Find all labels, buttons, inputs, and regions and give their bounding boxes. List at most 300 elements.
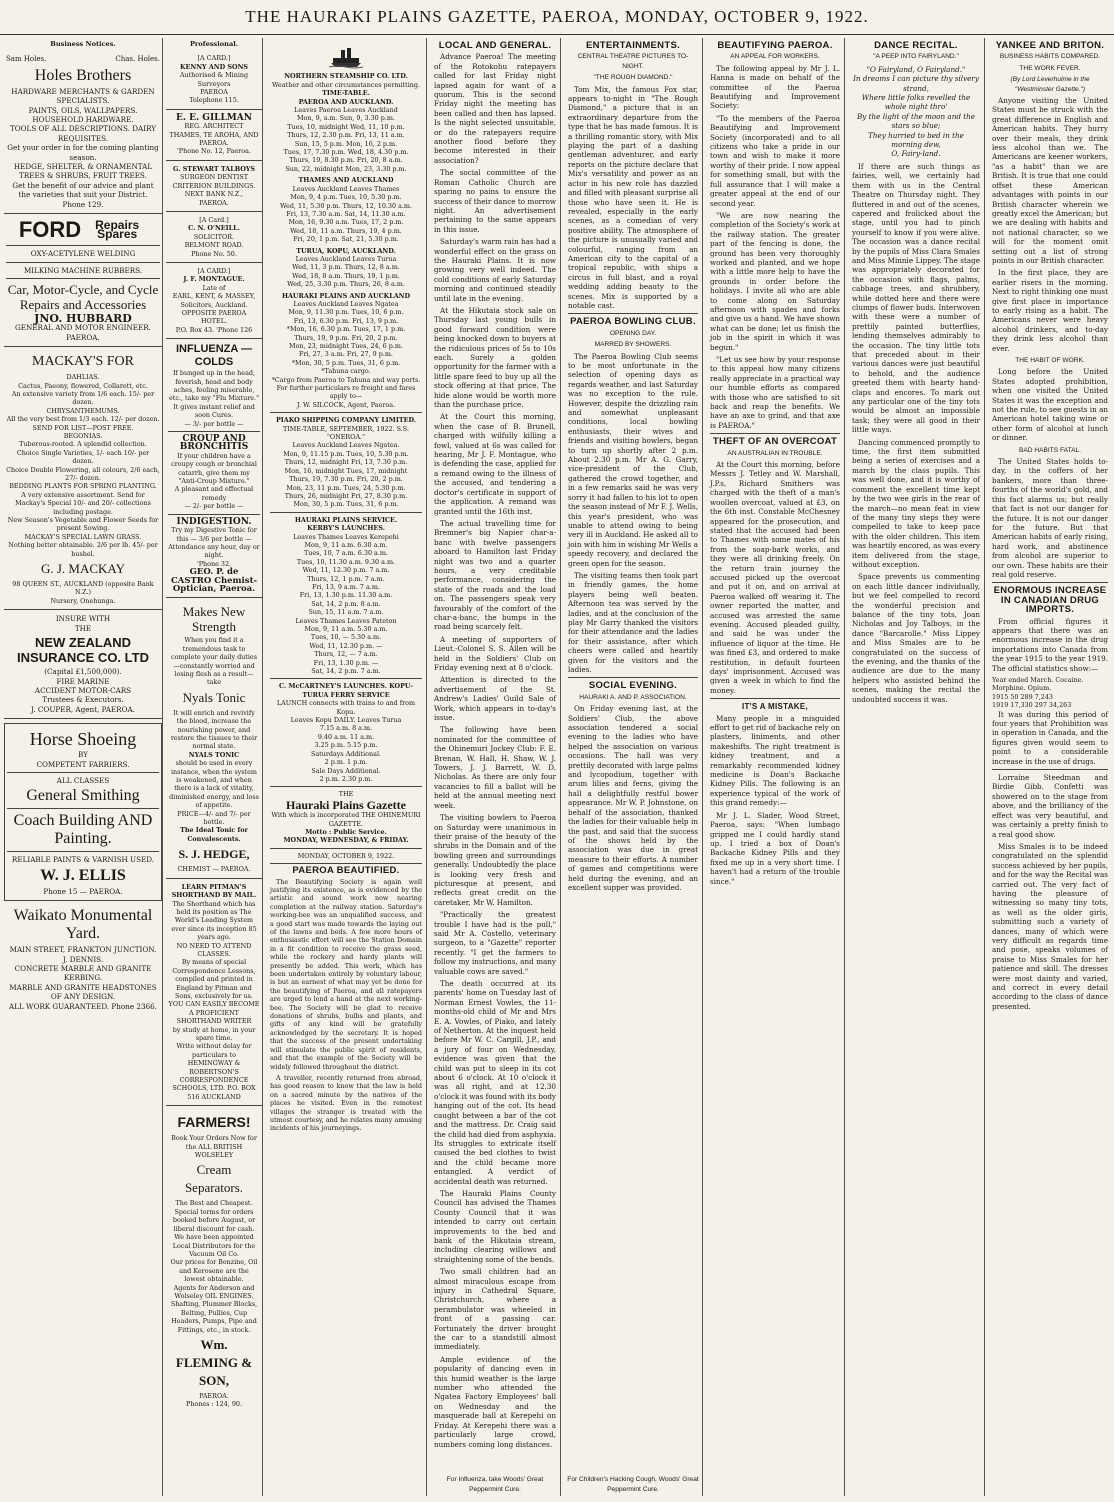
article-subtitle: BUSINESS HABITS COMPARED.	[999, 53, 1101, 61]
tt-line: Mon, 9, a.m. Sun, 9, 3.30 p.m.	[297, 114, 395, 123]
article-subtitle: "A PEEP INTO FAIRYLAND."	[873, 53, 959, 61]
article-paragraph: At the Court this morning, before Messrs J. Tetley and W. Marshall, J.P.s, Richard Smithers was charged with the theft of a man's woollen overcoat, valued at £3, on the 6th inst. Constable McChesney appeared for the prosecution, and stated that the accused had been to Thames with some mates of his from the soap-bark works, and they were all drinking freely. On the return train journey the accused picked up the overcoat and put it on, and on arrival at Paeroa walked off wearing it. The owner reported the matter, and accused was arrested the same evening. Accused pleaded guilty, and said he was under the influence of liquor at the time. He was fined £3, and ordered to make restitution, in default fourteen days' imprisonment. Accused was given a week in which to find the money.	[710, 460, 840, 695]
gazette-date: MONDAY, OCTOBER 9, 1922.	[297, 851, 395, 860]
article-paragraph: Mr J. L. Slader, Wood Street, Paeroa, says: "When lumbago gripped me I could hardly stand up. I tried a box of Doan's Backache Kidney Pills and they fixed me up in a very short time. I haven't had a return of the trouble since."	[710, 810, 840, 886]
gillman-name: E. E. GILLMAN	[176, 112, 252, 123]
article-subheading: BAD HABITS FATAL.	[1018, 446, 1082, 454]
article-subtitle: HAURAKI A. AND P. ASSOCIATION.	[579, 693, 687, 701]
tt-line: *Mon, 30, 5 p.m. Tues, 31, 6 p.m.	[291, 358, 401, 367]
tt-line: Mon, 16, 9.30 a.m. Tues, 17, 2 p.m.	[288, 218, 404, 227]
tt-line: Sat, 14, 2 p.m. 8 a.m.	[311, 599, 381, 608]
waikato-line: J. DENNIS.	[62, 954, 104, 964]
holes-line: TOOLS OF ALL DESCRIPTIONS. DAIRY REQUISITES.	[9, 124, 157, 143]
article-paragraph: The following have been nominated for the committee of the Ohinemuri Jockey Club: F. E. Brenan, W. Hall, H. Shaw, W. J. Towers, J. J. Barrett, W. D. Nicholas. As there are only four vacancies to fill a ballot will be held at the annual meeting next week.	[434, 725, 556, 810]
ellis-name: W. J. ELLIS	[40, 866, 126, 884]
article-paragraph: Tom Mix, the famous Fox star, appears to-night in "The Rough Diamond," a picture that is an extraordinary departure from the type that he has made famous. It is a thrilling romantic story, with Mix playing the part of a dashing gentleman adventurer, and early reports on the picture declare that Mix's versatility and power as an actor in his new role has dazzled and filled with pleasant surprise all those who have seen it. He is revealed, especially in the early scenes, as a comedian of very positive ability. The atmosphere of the picture is unusually varied and colourful, ranging from an American city to the capital of a tropical republic, with ships a circus in full blast, and a royal wedding adding beauty to the scenes. Mix is supported by a notable cast.	[568, 84, 698, 310]
article-paragraph: The United States holds to-day, in the coffers of her bankers, more than three-fourths of the world's gold, and this fact alarms us; but really that fact is not our danger for the future. It is not our danger for the future. But that American habits of early rising, hard work, and abstinence from alcohol are superior to our own. These habits are their real gold reserve.	[992, 457, 1108, 579]
article-paragraph: The death occurred at its parents' home on Tuesday last of Norman Ernest Vowles, the 11-months-old child of Mr and Mrs E. A. Vowles, of Piako, and lately of Netherton. At the inquest held before Mr W. C. Cargill, J.P., and a jury of four on Wednesday, evidence was given that the child was put to sleep in its cot about 6 o'clock. At 10 o'clock it was all right, and at 12.30 o'clock it was found with its body hanging out of the cot. Its head caught between a bar of the cot and the mattress. Dr. Craig said the child had died from asphyxia. Its struggles to extricate itself caused the bed clothes to twist and the child became more entangled. A verdict of accidental death was returned.	[434, 979, 556, 1186]
tt-line: Mon, 9, 11.30 p.m. Tues, 10, 6 p.m.	[288, 308, 404, 317]
holes-title: Holes Brothers	[34, 66, 132, 84]
ad-line: A pleasant and effectual remedy	[174, 485, 254, 502]
article-paragraph: The Beautifying Society is again well justifying its existence, as is evidenced by the artistic and sound work now nearing completion at the railway station. Saturday's working-bee was an unqualified success, and a good start was made towards the laying out of the lawns and beds. A few more hours of enthusiastic effort will see the Station Domain in a fit condition to receive the grass seed, while the rockery and hardy plants will presently be added. This work, which has been undertaken entirely by voluntary labour, is but an earnest of what may yet be done for the beautifying of Paeroa, and all ratepayers are urged to lend a hand at the next working-bee. The Society will be glad to receive donations of shrubs, bulbs and plants, and gifts of any kind will be gratefully acknowledged by the secretary. It is hoped that the success of the present undertaking will stimulate the public spirit of residents, and that the example of the Society will be widely followed throughout the district.	[270, 877, 422, 1071]
holes-line: Phone 129.	[62, 199, 104, 209]
tt-line: Thurs, 19, 9 p.m. Fri, 20, 2 p.m.	[294, 333, 398, 342]
ad-line: 'Phone 32.	[196, 559, 232, 568]
article-paragraph: Attention is directed to the advertisement of the St. Andrew's Ladies' Guild Sale of Work, which appears in to-day's issue.	[434, 675, 556, 723]
makes-title: Makes New Strength	[182, 604, 246, 635]
card-line: Late of	[202, 283, 226, 292]
mackay-line: Cactus, Paeony, flowered, Collarett, etc.	[18, 381, 148, 390]
holes-line: PAINTS, OILS, WALLPAPERS.	[28, 105, 138, 115]
article-paragraph: The actual travelling time for Bremner's big Napier char-a-banc with twelve passengers aboard to Hamilton last Friday night was two and a quarter hours, a very creditable performance, considering the state of the roads and the load on. The passengers speak very favourably of the comfort of the char-a-banc, the bumps in the road being scarcely felt.	[434, 518, 556, 632]
tt-line: Mon, 9, 4 p.m. Tues, 10, 5.30 p.m.	[290, 193, 402, 202]
article-title: IT'S A MISTAKE,	[741, 702, 809, 712]
mackay-line: BEDDING PLANTS FOR SPRING PLANTING.	[9, 482, 157, 491]
article-paragraph: Advance Paeroa! The meeting of the Rotokohu ratepayers called for last Friday night lapsed again for want of a quorum. This is the second Friday night the meeting has been called and then has lapsed. Is the night selected unsuitable, or do the ratepayers require another flood before they become interested in their association?	[434, 52, 556, 165]
tt-line: Wed, 18, 11 a.m. Thurs, 19, 4 p.m.	[290, 226, 402, 235]
indigestion-title: INDIGESTION.	[176, 516, 252, 527]
tt-line: Thurs, 12, midnight Fri, 13, 7.30 p.m.	[284, 458, 408, 467]
tt-line: Weather and other circumstances permitting.	[272, 80, 420, 89]
talboys-name: G. STEWART TALBOYS	[173, 164, 255, 173]
article-paragraph: The visiting bowlers to Paeroa on Saturday were unanimous in their praise of the beauty of the shrubs in the Domain and of the bowling green and surroundings generally. Undoubtedly the place is looking very fresh and picturesque at present, and reflects great credit on the caretaker, Mr W. Hamilton.	[434, 813, 556, 907]
article-paragraph: Many people in a misguided effort to get rid of backache rely on plasters, liniments, and other makeshifts. The right treatment is kidney treatment, and a remarkably recommended kidney medicine is Doan's Backache Kidney Pills. The following is an experience typical of the work of this grand remedy:—	[710, 713, 840, 808]
mackay-line: A very extensive assortment. Send for Mackay's Special 10/- and 20/- collections including postage.	[15, 490, 151, 516]
stats-header: Year ended March. Cocaine. Morphine. Opium.	[992, 676, 1084, 693]
horse-line: COMPETENT FARRIERS.	[36, 759, 130, 769]
article-paragraph: Dancing commenced promptly to time, the first item submitted being a series of exercises and a march by the class pupils. This was well done, and it is worthy of comment the excellent time kept by the two wee girls in the rear of the march—no mean feat in view of the many tiny steps they were compelled to take to keep pace with the older children. This item was heartily encored, as was every item delivered from the stage, without exception.	[852, 437, 980, 569]
gazette-the: THE	[338, 790, 354, 799]
car-title: Car, Motor-Cycle, and Cycle Repairs and Accessories	[7, 281, 159, 312]
fleming-name: Wm. FLEMING & SON,	[175, 1336, 253, 1388]
poem-line: Where little folks revelled the whole night thro'	[861, 93, 971, 112]
column-business-notices	[4, 38, 163, 1496]
ad-line: NO NEED TO ATTEND CLASSES.	[176, 941, 252, 958]
smithing-title: General Smithing	[26, 787, 140, 805]
tt-line: Tues, 10, 7 a.m. 6.30 a.m.	[304, 549, 388, 558]
ad-line: We have been appointed Local Distributors for the Vacuum Oil Co.	[172, 1233, 256, 1258]
tt-line: Wed, 18, 8 a.m. Thurs, 19, 1 p.m.	[292, 271, 400, 280]
card-line: EARL, KENT, & MASSEY, Solicitors, Auckland.	[172, 292, 256, 309]
card-line: REG. ARCHITECT	[184, 122, 244, 131]
insure-line: FIRE MARINE	[56, 676, 110, 686]
article-paragraph: A meeting of supporters of Lieut.-Colonel S. S. Allen will be held in the Soldiers' Club on Friday evening next at 8 o'clock.	[434, 634, 556, 672]
ford-ad	[4, 214, 162, 347]
mackay-line: Choice Double Flowering, all colours, 2/6 each, 27/- dozen.	[6, 465, 160, 482]
tt-line: Mon, 16, midnight Tues, 17, midnight	[284, 466, 408, 475]
tt-line: Leaves Auckland Leaves Turua	[295, 254, 397, 263]
waikato-line: CONCRETE MARBLE AND GRANITE KERBING.	[14, 963, 152, 983]
insure-with: INSURE WITH	[55, 614, 111, 624]
waikato-line: ALL WORK GUARANTEED. Phone 2366.	[9, 1001, 157, 1011]
masthead: THE HAURAKI PLAINS GAZETTE, PAEROA, MONDAY, OCTOBER 9, 1922.	[0, 0, 1114, 35]
card-line: PAEROA.	[199, 198, 229, 207]
croup-title: CROUP AND BRONCHITIS	[179, 434, 249, 453]
hubbard-name: JNO. HUBBARD	[34, 311, 132, 325]
ad-line: By means of special Correspondence Lessons, compiled and printed in England by Pitman and Sons, exclusively for us.	[172, 958, 256, 1000]
waikato-ad	[4, 901, 162, 1015]
holes-line: HEDGE, SHELTER, & ORNAMENTAL TREES & SHRUBS, FRUIT TREES.	[13, 162, 153, 181]
gazette-sub: With which is incorporated THE OHINEMURI GAZETTE.	[271, 811, 421, 828]
article-paragraph: The Hauraki Plains County Council has advised the Thames County Council that it was intended to carry out certain improvements to the bed and bank of the Hikutaia stream, including clearing willows and straightening some of the bends.	[434, 1188, 556, 1264]
column-beautifying	[706, 38, 845, 1496]
article-title: LOCAL AND GENERAL.	[438, 40, 552, 51]
tt-heading: KERBY'S LAUNCHES.	[307, 524, 385, 533]
tt-line: Wed, 25, 3.30 p.m. Thurs, 26, 8 a.m.	[287, 280, 405, 289]
insure-line: J. COUPER, Agent, PAEROA.	[31, 704, 135, 714]
ad-line: — 2/- per bottle —	[184, 502, 244, 511]
tt-line: LAUNCH connects with trains to and from Kopu.	[276, 699, 416, 716]
card-line: BELMONT ROAD.	[184, 241, 244, 250]
insure-title: NEW ZEALAND INSURANCE CO. LTD	[17, 635, 149, 666]
ad-line: PAEROA.	[199, 1391, 229, 1400]
article-paragraph: The following appeal by Mr J. L. Hanna is made on behalf of the committee of the Paeroa Beautifying and Improvement Society:	[710, 63, 840, 111]
article-title: BEAUTIFYING PAEROA.	[717, 40, 833, 51]
ad-line: Shafting, Plummer Blocks, Belting, Pullies, Cup Headers, Pumps, Pipe and Fittings, etc., in stock.	[170, 1300, 258, 1334]
column-local-general	[430, 38, 561, 1496]
mackay-title: MACKAY'S FOR	[32, 354, 134, 370]
article-subtitle: MARRED BY SHOWERS.	[594, 341, 672, 349]
mackay-line: BEGONIAS.	[63, 431, 103, 440]
tt-line: Tues, 17, 7.30 p.m. Wed, 18, 4.30 p.m.	[283, 148, 409, 157]
article-paragraph: Long before the United States adopted prohibition, when one visited the United States it was the exception and not the rule, to see guests in an American hotel taking wine or other form of alcohol at lunch or dinner.	[992, 367, 1108, 443]
nyals-title: Nyals Tonic	[182, 689, 246, 705]
article-paragraph: Space prevents us commenting on each little dancer individually, but we feel compelled to record the wonderful precision and balance of the tiny tots, Joan Nicholas and Joy Talboys, in the dance "Barcarolle." Miss Lippey and Miss Smales are to be congratulated on the success of the evening, and the thanks of the audience are due to the many helpers who assisted behind the scenes, making the recital the undoubted success it was.	[852, 572, 980, 704]
article-paragraph: The visiting teams then took part in friendly games, the home players being well beaten. Afternoon tea was served by the ladies, and at the conclusion of the play Mr Garry thanked the visitors for their attendance and the ladies for their assistance, after which cheers were called and heartily given for the visitors and the ladies.	[568, 570, 698, 674]
tt-line: Tues, 10, midnight Wed, 11, 10 p.m.	[287, 122, 405, 131]
tt-line: Thurs, 12, — 7 a.m.	[314, 650, 378, 659]
article-paragraph: In the first place, they are earlier risers in the morning. Next to right thinking one must give first place in importance to early rising as a habit. The Americans never were heavy alcohol drinkers, and to-day they drink less alcohol than ever.	[992, 268, 1108, 353]
card-line: PAEROA	[200, 88, 228, 97]
ford-line: OXY-ACETYLENE WELDING	[30, 249, 136, 259]
card-line: KENNY AND SONS	[179, 62, 249, 71]
tt-line: For further particulars re freight and fares apply to—	[276, 384, 416, 401]
ad-body: When you find it a tremendous task to complete your daily duties—constantly worried and losing flesh as a result—take	[171, 636, 257, 687]
article-subtitle: AN APPEAL FOR WORKERS.	[730, 53, 820, 61]
peppermint-ad: For Influenza, take Woods' Great Peppermint Cure.	[446, 1476, 544, 1493]
card-line: Authorised & Mining Surveyors	[179, 71, 249, 88]
article-paragraph: "To the members of the Paeroa Beautifying and Improvement Society (incorporated) and to all citizens who take a pride in our town and wish to make it more worthy of their pride. I now appeal for something small, but with the full assurance that I will make a greater appeal at the end of our second year.	[710, 113, 840, 208]
tt-line: Sale Days Additional.	[311, 766, 381, 775]
article-paragraph: At the Court this morning, when the case of B. Brunell, charged with wilfully killing a fowl, valued at 6s was called for hearing, Mr J. F. Montague, who is defending the case, applied for a remand owing to the illness of the accused, and tendering a doctor's certificate in support of the application. A remand was granted until the 16th inst.	[434, 412, 556, 516]
article-paragraph: If there are such things as fairies, well, we certainly had them with us in the Central Theatre on Thursday night. They fluttered in and out of the scenes, capered and frolicked about the stage, until you had to pinch yourself to know if you were alive. The occasion was a dance recital by the pupils of Miss Clara Smales and Miss Minnie Lippey. The stage was appropriately decorated for the occasion with flags, palms, cabbage trees, and shrubbery, while dotted here and there were clumps of flower buds. Interwoven with these were a number of prettily painted butterflies, lending themselves admirably to the occasion. The tiny little tots that preceded about in their various dances were just beautiful to behold, and the audience greeted them with hearty hand-claps and encores. To mark out any particular one of the tiny tots would be almost an impossible task; they were all good in their little ways.	[852, 161, 980, 435]
mackay-line: New Season's Vegetable and Flower Seeds for present Sowing.	[7, 516, 159, 533]
tt-line: Fri, 13, 7.30 a.m. Sat, 14, 11.30 a.m.	[286, 209, 406, 218]
article-paragraph: "Practically the greatest trouble I have had is the pull," said Mr A. Costello, veterinary surgeon, to a "Gazette" reporter recently. "I get the farmers to follow my instructions, and many valuable cows are saved."	[434, 910, 556, 976]
article-title: THEFT OF AN OVERCOAT	[712, 436, 838, 448]
ad-line: Phones : 124, 90.	[185, 1400, 243, 1409]
gazette-days: MONDAY, WEDNESDAY, & FRIDAY.	[283, 836, 409, 845]
tt-line: *Cargo from Paeroa to Tahuna and way ports.	[271, 375, 421, 384]
gazette-motto: Motto : Public Service.	[305, 827, 387, 836]
montague-card	[166, 263, 262, 339]
column-professional	[166, 38, 263, 1496]
holes-line: HARDWARE MERCHANTS & GARDEN SPECIALISTS.	[11, 86, 155, 106]
tt-line: Wed, 11, 12.30 p.m. 7 a.m.	[302, 566, 390, 575]
ad-body: should be used in every instance, when the system is weakened, and when there is a lack of vitality, diminished energy, and loss of appetite.	[169, 759, 259, 810]
hedge-name: S. J. HEDGE,	[178, 847, 250, 862]
waikato-line: MARBLE AND GRANITE HEADSTONES OF ANY DESIGN.	[9, 982, 157, 1002]
ad-line: — 3/- per bottle —	[184, 419, 244, 428]
tt-line: Mon, 23, 11 p.m. Tues, 24, 5.30 p.m.	[286, 483, 406, 492]
tt-line: 2 p.m. 2.30 p.m.	[319, 774, 373, 783]
article-paragraph: It was during this period of four years that Prohibition was in operation in Canada, and the figures given would seem to point to a considerable increase in the use of drugs.	[992, 709, 1108, 766]
reliable-line: RELIABLE PAINTS & VARNISH USED.	[11, 855, 155, 865]
poem-line: "O Fairyland, O Fairyland."	[866, 64, 966, 74]
article-paragraph: Two small children had an almost miraculous escape from injury in Cathedral Square, Christchurch, where a perambulator was wheeled in front of a passing car. Fortunately the driver brought the car to a standstill almost immediately.	[434, 1267, 556, 1352]
nyals-sub: NYALS TONIC	[188, 750, 240, 759]
tt-line: 3.25 p.m. 5.15 p.m.	[314, 741, 378, 750]
stats-row: 1915 50 289 7,243	[992, 692, 1053, 701]
farmers-title: FARMERS!	[177, 1114, 251, 1131]
mackay-line: All the very best from 1/3 each. 12/- per dozen.	[6, 415, 160, 424]
ad-body: It will enrich and revivify the blood, increase the nourishing power, and restore the tissues to their normal state.	[170, 708, 258, 751]
card-line: OPPOSITE PAEROA HOTEL.	[181, 308, 247, 326]
tt-line: Fri, 13, 9 a.m. 7 a.m.	[312, 582, 380, 591]
card-line: NEXT BANK N.Z.,	[184, 190, 244, 199]
card-line: [A Card.]	[199, 215, 229, 224]
article-paragraph: The social committee of the Roman Catholic Church are sparing no pains to ensure the success of their dance to morrow night. An advertisement pertaining to the same appears in this issue.	[434, 168, 556, 234]
article-paragraph: Saturday's warm rain has had a wonderful effect on the grass on the Hauraki Plains. It is now growing very well indeed. The cold conditions of early Saturday morning and continued steadily until late in the evening.	[434, 237, 556, 303]
tt-line: Leaves Auckland Leaves Ngatea.	[292, 441, 400, 450]
tt-line: Thurs, 19, 7.30 p.m. Fri, 20, 2 p.m.	[289, 475, 403, 484]
article-paragraph: Miss Smales is to be indeed congratulated on the splendid success achieved by her pupils, and for the way the Recital was carried out. The very fact of having the pleasure of witnessing so many tiny tots, as well as the older girls, submitting such a variety of dances, many of which were very difficult as regards time and pose, speaks volumes of praise to Miss Smales for her patience and skill. The dresses were most dainty and varied, and correct in every detail according to the class of dance presented.	[992, 841, 1108, 1011]
hedge-sub: CHEMIST — PAEROA.	[177, 865, 251, 874]
ad-line: Agents for Anderson and Wolseley OIL ENGINES.	[173, 1283, 255, 1300]
nyals-price: PRICE—4/- and 7/- per bottle.	[177, 809, 251, 827]
tt-line: Saturdays Additional.	[310, 749, 382, 758]
tt-line: *Tahuna cargo.	[321, 367, 371, 376]
tt-heading: PAEROA AND AUCKLAND.	[298, 97, 394, 106]
tt-line: Leaves Paeroa Leaves Auckland	[294, 106, 398, 115]
hubbard-line: GENERAL AND MOTOR ENGINEER.	[15, 323, 151, 333]
ad-line: If bunged up in the head, feverish, head and body aches, feeling miserable, etc., take my "Flu Mixture."	[168, 369, 260, 403]
article-paragraph: Lorraine Steedman and Birdie Gibb. Confetti was showered on to the stage from above, and the brilliancy of the effect was very beautiful, and was certainly a pretty finish to a real good show.	[992, 773, 1108, 839]
mackay-line: CHRYSANTHEMUMS.	[46, 406, 120, 415]
tt-line: J. W. SILCOCK, Agent, Paeroa.	[296, 400, 396, 409]
ad-line: Try my Digestive Tonic for this — 3/6 per bottle —	[171, 526, 257, 543]
ad-line: YOU CAN EASILY BECOME A PROFICIENT SHORTHAND WRITER	[168, 1000, 260, 1026]
oneill-card	[166, 212, 262, 263]
gillman-card	[166, 110, 262, 161]
holes-right-name: Chas. Holes.	[115, 55, 160, 64]
waikato-line: MAIN STREET, FRANKTON JUNCTION.	[9, 945, 157, 955]
tt-line: Mon, 23, midnight Tues, 24, 6 p.m.	[289, 342, 403, 350]
ad-line: It gives instant relief and soon Cures.	[173, 402, 255, 420]
article-title: YANKEE AND BRITON.	[995, 40, 1105, 51]
stats-row: 1919 17,330 297 34,263	[992, 701, 1072, 710]
tt-line: Fri, 13, 1.30 p.m. 11.30 a.m.	[299, 591, 393, 600]
cream-title: Cream Separators.	[184, 1162, 244, 1196]
tt-line: Leaves Auckland Leaves Ngatea	[293, 299, 399, 308]
tt-line: Mon, 30, 5 p.m. Tues, 31, 6 p.m.	[293, 500, 399, 509]
tt-line: Wed, 11, 12.30 p.m. —	[309, 641, 383, 650]
section-label: Business Notices.	[50, 40, 116, 48]
section-label: Professional.	[189, 40, 239, 48]
tt-heading: TIME-TABLE.	[322, 89, 370, 98]
talboys-card	[166, 161, 262, 212]
coach-title: Coach Building AND Painting.	[13, 812, 153, 848]
tt-line: 9.40 a.m. 11 a.m.	[317, 732, 375, 741]
article-title: DANCE RECITAL.	[874, 40, 958, 51]
article-subtitle: AN AUSTRALIAN IN TROUBLE.	[727, 449, 823, 457]
gazette-title: Hauraki Plains Gazette	[286, 797, 406, 812]
tt-line: Leaves Thames Leaves Kerepehi	[293, 532, 399, 541]
column-entertainments	[564, 38, 703, 1496]
influenza-title: INFLUENZA — COLDS	[176, 343, 252, 369]
holes-line: HOUSEHOLD HARDWARE.	[32, 115, 134, 125]
tt-line: Thurs, 12, 1 p.m. 7 a.m.	[307, 574, 385, 583]
castro-chemist-ad	[166, 339, 262, 598]
mackay-line: Nothing better obtainable. 2/6 per lb. 45/- per bushel.	[8, 541, 158, 558]
ford-title: FORD	[18, 217, 82, 243]
gj-line: Nursery, Onehunga.	[50, 596, 116, 605]
article-subtitle: "THE ROUGH DIAMOND."	[593, 74, 673, 82]
card-line: CRITERION BUILDINGS.	[172, 181, 256, 190]
card-line: [A CARD.]	[197, 266, 231, 275]
tt-line: Mon, 9, 11.15 p.m. Tues, 10, 5.30 p.m.	[283, 449, 409, 458]
insurance-ad	[4, 610, 162, 719]
holes-line: Get your order in for the coming planting season.	[7, 143, 159, 162]
ad-line: Our prices for Benzine, Oil and Kerosene are the lowest obtainable.	[170, 1258, 258, 1284]
waikato-title: Waikato Monumental Yard.	[13, 907, 153, 943]
card-line: Phone No. 50.	[191, 249, 237, 258]
poem	[852, 65, 980, 159]
nyals-ideal: The Ideal Tonic for Convalescents.	[180, 826, 248, 843]
tt-line: Fri, 13, 6.30 p.m. Fri, 13, 9 p.m.	[293, 316, 399, 325]
article-paragraph: From official figures it appears that there was an enormous increase in the drug importations into Canada from the year 1915 to the year 1919. The official statistics show:—	[992, 616, 1108, 673]
tt-heading: TURUA, KOPU, AUCKLAND.	[296, 246, 396, 255]
steamship-icon	[329, 40, 363, 68]
column-shipping	[266, 38, 427, 1496]
article-title: PAEROA BOWLING CLUB.	[570, 316, 696, 328]
article-paragraph: Anyone visiting the United States must be struck with the great difference in English and American habits. They hurry over their meals, they drink less alcohol than we. The Americans are keener workers, "as a habit" than we are British. It is true that one could offset these American advantages with points in our British character wherein we greatly excel the American; but we are dealing with habits and not national character, so we will for the moment omit setting out a list of strong points in our British character.	[992, 96, 1108, 265]
ad-body: The Shorthand which has held its position as The World's Leading System ever since its inception 85 years ago.	[171, 899, 257, 942]
tt-line: Sat, 14, 2 p.m. 7 a.m.	[311, 667, 381, 676]
tt-line: Mon, 9, 11 a.m. 6.30 a.m.	[304, 540, 388, 549]
tt-line: Tues, 10, — 5.30 a.m.	[310, 633, 382, 642]
tt-line: Wed, 11, 5.30 p.m. Thurs, 12, 10.30 a.m.	[279, 201, 413, 210]
tt-heading: HAURAKI PLAINS AND AUCKLAND	[281, 291, 411, 300]
tt-line: Mon, 9, 11 a.m. 5.30 a.m.	[304, 625, 388, 633]
horse-line: ALL CLASSES	[56, 775, 110, 785]
hubbard-line: PAEROA.	[66, 332, 100, 342]
article-body	[434, 52, 556, 1449]
mackay-line: MACKAY'S SPECIAL LAWN GRASS.	[24, 532, 142, 541]
tt-heading: C. McCARTNEY'S LAUNCHES. KOPU-TURUA FERRY SERVICE	[278, 682, 414, 699]
fleming-ad	[166, 1106, 262, 1413]
ad-line: If your children have a croupy cough or bronchial catarrh, give them my "Anti-Croup Mixture."	[171, 451, 257, 486]
holes-line: Get the benefit of our advice and plant the varieties that suit your District.	[12, 180, 154, 200]
gj-line: 98 QUEEN ST., AUCKLAND (opposite Bank N.Z.)	[12, 580, 154, 597]
ford-subtitle: Repairs Spares	[95, 217, 140, 242]
tt-line: Sun, 15, 5 p.m. Mon, 16, 2 p.m.	[294, 139, 398, 148]
poem-line: They hurried to bed in the morning dew,	[868, 130, 964, 150]
ad-line: Book Your Orders Now for the ALL BRITISH WOLSELEY	[171, 1134, 257, 1160]
article-paragraph: "Let us see how by your response to this appeal how many citizens really appreciate in a practical way our humble efforts as compared with those who are satisfied to sit back and reap the benefits. We have an axe to grind, and that axe is PAEROA."	[710, 355, 840, 430]
article-subtitle: CENTRAL THEATRE PICTURES TO-NIGHT.	[577, 53, 689, 70]
article-title: SOCIAL EVENING.	[588, 680, 678, 692]
holes-brothers-ad	[4, 51, 162, 214]
tt-line: Sun, 22, midnight Mon, 23, 3.30 p.m.	[285, 164, 407, 173]
ad-line: Attendance any hour, day or night.	[168, 542, 260, 560]
tt-line: Leaves Thames Leaves Pateton	[295, 616, 397, 625]
poem-line: In dreams I can picture thy silvery strand,	[853, 74, 979, 93]
insure-the: THE	[74, 623, 92, 633]
card-line: Telephone 115.	[189, 96, 239, 105]
article-byline: (By Lord Leverhulme in the "Westminster Gazette.")	[1010, 76, 1090, 93]
ad-line: Write without delay for particulars to	[176, 1042, 252, 1059]
holes-left-name: Sam Holes.	[6, 55, 47, 64]
ad-line: HEMINGWAY & ROBERTSON'S CORRESPONDENCE SCHOOLS, LTD. P.O. BOX 516 AUCKLAND	[172, 1059, 256, 1101]
card-line: [A CARD.]	[197, 54, 231, 63]
ad-line: The Best and Cheapest.	[175, 1199, 253, 1208]
tt-line: Fri, 13, 1.30 p.m. —	[313, 658, 379, 667]
tt-line: *Mon, 16, 6.30 p.m. Tues, 17, 1 p.m.	[286, 325, 406, 334]
tt-line: Thurs, 19, 8.30 p.m. Fri, 20, 8 a.m.	[289, 156, 403, 165]
card-line: 'Phone No. 12, Paeroa.	[177, 147, 251, 156]
article-paragraph: On Friday evening last, at the Soldiers' Club, the above association tendered a social evening to the ladies who have helped the association on various occasions. The hall was very prettily decorated with large palms and lycopodium, together with arum lilies and ferns, giving the hall a delightfully restful bower appearance. Mr W. P. Johnstone, on behalf of the association, thanked the ladies for their valuable help in the past, and said that the success of the shows held by the association was due in great measure to their efforts. A number of games and competitions were held during the evening, and an excellent supper was provided.	[568, 704, 698, 892]
article-subtitle: THE WORK FEVER.	[1019, 64, 1081, 72]
column-yankee-briton	[988, 38, 1112, 1496]
article-subtitle: OPENING DAY.	[609, 329, 657, 337]
mackay-line: An extensive variety from 1/6 each. 15/- per dozen.	[11, 389, 155, 407]
ad-line: by study at home, in your spare time.	[172, 1025, 256, 1042]
poem-line: O, Fairy-land.	[891, 149, 941, 159]
poem-line: By the light of the moon and the stars so blue;	[857, 111, 975, 131]
card-line: SOLICITOR.	[193, 232, 235, 241]
card-line: P.O. Box 43. 'Phone 126	[175, 325, 253, 334]
mackay-line: SEND FOR LIST—POST FREE.	[32, 423, 134, 432]
horse-line: BY	[78, 750, 88, 760]
insure-line: (Capital £1,500,000).	[44, 667, 122, 677]
article-paragraph: At the Hikutaia stock sale on Thursday last young bulls in good forward condition were being knocked down to buyers at the ridiculous prices of 5s to 10s each. Surely a golden opportunity for the farmer with a little spare feed to buy up all the stock offering at that price. The hide alone would be worth more than the purchase price.	[434, 305, 556, 410]
article-title: PAEROA BEAUTIFIED.	[292, 865, 400, 877]
northern-title: NORTHERN STEAMSHIP CO. LTD.	[284, 72, 408, 81]
column-dance-recital	[848, 38, 985, 1496]
mackay-line: DAHLIAS.	[66, 373, 100, 382]
article-paragraph: "We are now nearing the completion of the Society's work at the railway station. The greater part of the fencing is done, the ground has been very thoroughly worked and planted, and we hope with a little more help to have the grounds in order before the holidays. I invite all who are able to come along on Saturday afternoon with spades and forks and give us a hand. We have shown what can be done; let us finish the job in the spirit in which it was begun."	[710, 210, 840, 352]
pitman-ad	[166, 879, 262, 1107]
article-paragraph: Ample evidence of the popularity of dancing even in this humid weather is the large number who attended the Ngatea Factory Employees' ball on Wednesday and the masquerade ball at Kerepehi on Friday. At Kerepehi there was a particularly large crowd, numbers coming long distances.	[434, 1354, 556, 1449]
tt-line: Thurs, 12, 2.30 p.m. Fri, 13, 11 a.m.	[287, 131, 405, 140]
tt-line: Fri, 27, 3 a.m. Fri, 27, 9 p.m.	[299, 350, 393, 359]
peppermint-ad: For Children's Hacking Cough, Woods' Great Peppermint Cure.	[567, 1476, 699, 1493]
card-line: SURGEON DENTIST	[179, 173, 249, 182]
tt-heading: THAMES AND AUCKLAND	[298, 176, 394, 185]
horse-title: Horse Shoeing	[29, 729, 137, 750]
article-subheading: THE HABIT OF WORK.	[1015, 357, 1085, 364]
mackay-line: Choice Single Varieties, 1/- each 10/- per dozen.	[16, 448, 150, 466]
card-line: THAMES, TE AROHA, AND PAEROA.	[169, 130, 259, 148]
tt-line: Leaves Auckland Leaves Thames	[292, 184, 400, 193]
gj-mackay-name: G. J. MACKAY	[40, 561, 126, 577]
article-paragraph: A traveller, recently returned from abroad, has good reason to know that the law is held on a sacred minute by the natives of the places he visited. Even in the remotest villages the stranger is treated with the utmost courtesy, and he relates many amusing incidents of his journeyings.	[270, 1073, 422, 1133]
tt-heading: PIAKO SHIPPING COMPANY LIMITED.	[275, 416, 417, 425]
mackay-ad	[4, 347, 162, 610]
tt-line: 7.15 a.m. 8 a.m.	[319, 724, 373, 733]
oneill-name: C. N. O'NEILL.	[188, 224, 240, 233]
tt-line: Fri, 20, 1 p.m. Sat, 21, 5.30 p.m.	[293, 235, 399, 244]
mackay-line: Tuberous-rooted. A splendid collection.	[19, 440, 147, 449]
tt-line: Thurs, 26, midnight Fri, 27, 8.30 p.m.	[284, 491, 408, 500]
ad-line: Special terms for orders booked before August, or liberal discount for cash.	[172, 1207, 256, 1233]
horse-shoeing-ad	[4, 723, 162, 901]
article-title: ENORMOUS INCREASE IN CANADIAN DRUG IMPORTS.	[993, 585, 1107, 616]
tt-line: Sun, 15, 11 a.m. 7 a.m.	[308, 608, 384, 617]
pitman-title: LEARN PITMAN'S SHORTHAND BY MAIL.	[171, 882, 257, 900]
article-title: ENTERTAINMENTS.	[585, 40, 681, 51]
